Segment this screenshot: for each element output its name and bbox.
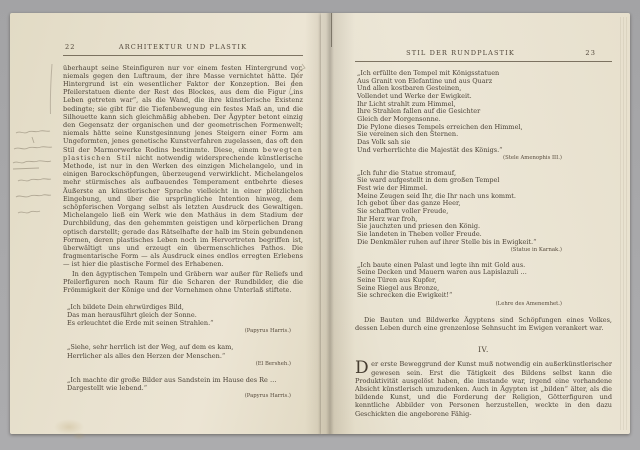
quote-attribution: (Papyrus Harris.) xyxy=(244,392,291,399)
paragraph-text: überhaupt seine Steinfiguren nur vor einem festen Hintergrund vor, niemals gegen den Luftraum, der ihre Masse vernichtet hätte. Der Hintergrund ist ein wesentlicher Faktor der Konzeption. Bei den Pfeilerstatuen diente der Rest des Blockes, aus dem die Figur „ins Leben getreten war“, als die Wand, die ihre künstlerische Existenz bedingte; sie gibt für die Tiefenbewegung ein festes Maß an, und die Silhouette kann sich gleichmäßig abheben. Der Ägypter betont einzig den Gegensatz der organischen und der geometrischen Formenwelt; niemals hätte seine Kunstgesinnung jenes Steigern einer Form am Ungeformten, jenes genetische Kunstverfahren zugelassen, das oft den Stil der Marmorwerke Rodins bestimmte. Diese, einem xyxy=(63,63,303,154)
left-running-title: ARCHITEKTUR UND PLASTIK xyxy=(118,43,248,51)
poem-attribution: (Stele Amenophis III.) xyxy=(503,155,562,162)
letterspaced-emphasis: bewegten plastischen Stil xyxy=(63,145,303,162)
poem-line: „Ich baute einen Palast und legte ihn mit Gold aus. xyxy=(357,260,526,269)
book-spread xyxy=(10,13,630,434)
poem-line: Sie schafften voller Freude, xyxy=(357,207,449,215)
poem-line: Sie ward aufgestellt in dem großen Tempel xyxy=(357,176,500,185)
section-heading: IV. xyxy=(478,345,489,355)
page-left xyxy=(10,13,321,434)
poem-line: Aus Granit von Elefantine und aus Quarz xyxy=(357,76,493,85)
paragraph-text: nicht notwendig widersprechende künstlerische Methode, ist nur in den Werken des einzigen Michelangelo, und in einigen Barockschöpfungen, überzeugend verwirklicht. Michelangelos mehr stürmisches als aufbauendes Temperament entbehrte dieses Äußerste an künstlerischer Sprache vielleicht in einer plötzlichen Eingebung, und über die ursprüngliche Intention hinweg, dem schöpferischen Vorgang selbst als letzten Ausdruck des Gewaltigen. Michelangelo ließ ein Werk wie den Mathäus in dem Stadium der Durchbildung, das den gehemmten geistigen und körperlichen Drang optisch darstellt; gerade das Rätselhafte der halb im Stein gebundenen Formen, deren plastisches Leben noch im Hervortreten begriffen ist, überwältigt uns und erzeugt ein übermenschliches Pathos. Die fragmentarische Form — als Ausdruck eines endlos erregten Erlebens — ist hier die plastische Formel des Erhabenen. xyxy=(63,153,303,269)
handwritten-margin-note xyxy=(10,125,62,235)
poem-line: Seine Decken und Mauern waren aus Lapislazuli … xyxy=(357,268,527,277)
pencil-margin-line xyxy=(40,60,60,120)
poem-line: Seine Riegel aus Bronze, xyxy=(357,283,440,292)
poem-line: Gleich der Morgensonne. xyxy=(357,114,441,123)
right-header-rule xyxy=(355,61,612,62)
quote-block xyxy=(67,376,303,392)
poem-line: Und allen kostbaren Gesteinen, xyxy=(357,84,462,93)
poem-line: Ich gebot über das ganze Heer, xyxy=(357,199,461,208)
right-paragraph: Die Bauten und Bildwerke Ägyptens sind Schöpfungen eines Volkes, dessen Leben durch eine grenzenlose Sehnsucht im Ewigen verankert war. xyxy=(355,316,612,333)
left-text-column xyxy=(63,43,303,399)
poem-line: Meine Zeugen seid Ihr, die Ihr nach uns kommt. xyxy=(357,191,516,200)
poem-line: Fest wie der Himmel. xyxy=(357,184,428,193)
poem-line: Ihre Strahlen fallen auf die Gesichter xyxy=(357,107,481,116)
poem-line: Ihr Herz war froh, xyxy=(357,214,418,223)
quote-line: „Siehe, sehr herrlich ist der Weg, auf dem es kam, xyxy=(67,343,234,352)
poem-line: Sie jauchzten und priesen den König. xyxy=(357,222,481,231)
poem-stanza xyxy=(357,262,612,300)
left-page-number: 22 xyxy=(65,43,76,51)
left-running-header xyxy=(63,43,303,52)
poem-stanza xyxy=(357,170,612,247)
quote-line: Dargestellt wie lebend.“ xyxy=(67,383,148,392)
poem-line: Sie vereinen sich den Sternen. xyxy=(357,130,459,139)
poem-attribution: (Lehre des Amenemhet.) xyxy=(495,301,562,308)
poem-line: Die Denkmäler ruhen auf ihrer Stelle bis in Ewigkeit.“ xyxy=(357,237,537,246)
page-edge-stack xyxy=(620,17,629,430)
left-header-rule xyxy=(63,55,303,56)
left-paragraph-1 xyxy=(63,64,303,269)
poem-line: Die Pylone dieses Tempels erreichen den Himmel, xyxy=(357,122,523,131)
poem-line: Das Volk sah sie xyxy=(357,137,411,146)
quote-line: „Ich bildete Dein ehrwürdiges Bild, xyxy=(67,303,184,312)
poem-line: „Ich erfüllte den Tempel mit Königsstatuen xyxy=(357,69,500,77)
quote-line: Es erleuchtet die Erde mit seinen Strahlen.“ xyxy=(67,319,214,328)
right-text-column xyxy=(355,49,612,418)
poem-attribution: (Statue in Karnak.) xyxy=(510,247,562,254)
poem-line: Und verherrlichte die Majestät des Königs.“ xyxy=(357,145,503,154)
poem-line: Ihr Licht strahlt zum Himmel, xyxy=(357,99,456,108)
dropcap-paragraph xyxy=(355,360,612,417)
right-page-number: 23 xyxy=(585,49,596,57)
quote-line: „Ich machte dir große Bilder aus Sandstein im Hause des Re … xyxy=(67,375,277,384)
left-paragraph-2: In den ägyptischen Tempeln und Gräbern war außer für Reliefs und Pfeilerfiguren noch Raum für die Scharen der Rundbilder, die die Frömmigkeit der Könige und der Vornehmen ohne Unterlaß stiftete. xyxy=(63,269,303,294)
right-running-title: STIL DER RUNDPLASTIK xyxy=(406,49,515,57)
quote-attribution: (El Bersheh.) xyxy=(255,360,291,367)
quote-block xyxy=(67,303,303,327)
page-right xyxy=(321,13,630,434)
quote-line: Das man herausführt gleich der Sonne. xyxy=(67,311,197,320)
poem-line: „Ich fuhr die Statue stromauf, xyxy=(357,168,457,177)
paper-stain xyxy=(72,432,86,440)
poem-line: Seine Türen aus Kupfer, xyxy=(357,276,437,285)
poem-line: Sie schrecken die Ewigkeit!“ xyxy=(357,291,453,300)
quote-block xyxy=(67,343,303,359)
book-gutter-fold xyxy=(331,13,332,47)
right-running-header xyxy=(355,49,612,58)
dropcap-initial: D xyxy=(355,358,369,379)
poem-line: Sie landeten in Theben voller Freude. xyxy=(357,229,482,238)
paragraph-text: er erste Beweggrund der Kunst muß notwendig ein außerkünstlerischer gewesen sein. Erst die Tätigkeit des Bildens selbst kann die Produktivität ausgelöst haben, die imstande war, irgend eine vorhandene Absicht künstlerisch umzudenken. Auch in Ägypten ist „bilden“ älter, als die bildende Kunst, und die Forderung der Religion, Götterfiguren und kenntliche Abbilder von Personen herzustellen, weckte in den dazu Geschickten die angeborene Fähig- xyxy=(355,360,612,418)
quote-attribution: (Papyrus Harris.) xyxy=(244,328,291,335)
poem-stanza xyxy=(357,70,612,154)
poem-line: Vollendet und Werke der Ewigkeit. xyxy=(357,91,472,100)
quote-line: Herrlicher als alles den Herzen der Menschen.“ xyxy=(67,351,226,360)
